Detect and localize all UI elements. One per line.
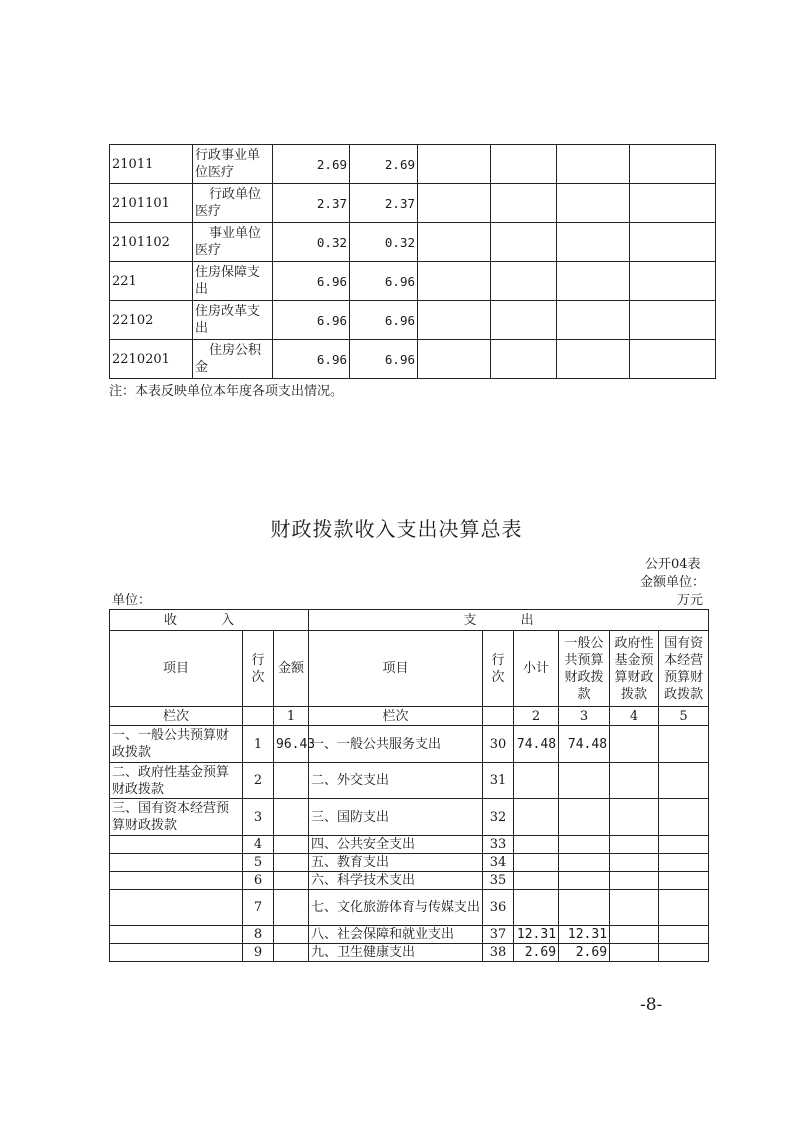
table-row bbox=[110, 872, 709, 890]
page-number: -8- bbox=[640, 995, 663, 1015]
expense-state-capital bbox=[659, 926, 709, 944]
table-row bbox=[110, 726, 709, 763]
page-title: 财政拨款收入支出决算总表 bbox=[270, 517, 523, 541]
row-value-total: 6.96 bbox=[273, 301, 350, 340]
expense-line: 36 bbox=[483, 890, 514, 926]
row-code: 221 bbox=[110, 262, 193, 301]
expense-subtotal bbox=[514, 872, 559, 890]
fiscal-summary-table bbox=[109, 609, 709, 962]
expense-gov-fund bbox=[610, 836, 659, 854]
row-value-total: 6.96 bbox=[273, 340, 350, 379]
row-code: 2101101 bbox=[110, 184, 193, 223]
income-line: 2 bbox=[243, 763, 274, 799]
expense-line: 37 bbox=[483, 926, 514, 944]
column-index-label: 栏次 bbox=[110, 707, 243, 726]
table-row bbox=[110, 836, 709, 854]
expense-item-header: 项目 bbox=[309, 631, 483, 707]
expense-item: 五、教育支出 bbox=[309, 854, 483, 872]
expense-general-budget: 12.31 bbox=[559, 926, 610, 944]
income-item bbox=[110, 854, 243, 872]
income-item: 一、一般公共预算财政拨款 bbox=[110, 726, 243, 763]
table-row bbox=[110, 854, 709, 872]
state-capital-header: 国有资本经营预算财政拨款 bbox=[659, 631, 709, 707]
row-value-basic: 6.96 bbox=[350, 262, 418, 301]
income-item-header: 项目 bbox=[110, 631, 243, 707]
expense-item: 八、社会保障和就业支出 bbox=[309, 926, 483, 944]
table-row bbox=[110, 262, 716, 301]
expense-item: 四、公共安全支出 bbox=[309, 836, 483, 854]
expense-state-capital bbox=[659, 799, 709, 836]
row-value-basic: 2.37 bbox=[350, 184, 418, 223]
income-line: 7 bbox=[243, 890, 274, 926]
expense-item: 二、外交支出 bbox=[309, 763, 483, 799]
row-value-total: 2.37 bbox=[273, 184, 350, 223]
table-row bbox=[110, 145, 716, 184]
expense-line: 35 bbox=[483, 872, 514, 890]
expense-gov-fund bbox=[610, 872, 659, 890]
row-code: 22102 bbox=[110, 301, 193, 340]
expense-state-capital bbox=[659, 763, 709, 799]
row-value-total: 2.69 bbox=[273, 145, 350, 184]
expense-subtotal bbox=[514, 890, 559, 926]
expense-state-capital bbox=[659, 944, 709, 962]
expense-subtotal bbox=[514, 836, 559, 854]
expense-subtotal bbox=[514, 799, 559, 836]
expense-line: 34 bbox=[483, 854, 514, 872]
income-item bbox=[110, 944, 243, 962]
expense-gov-fund bbox=[610, 726, 659, 763]
expense-subtotal bbox=[514, 763, 559, 799]
income-item bbox=[110, 926, 243, 944]
expense-general-budget: 2.69 bbox=[559, 944, 610, 962]
expense-item: 一、一般公共服务支出 bbox=[309, 726, 483, 763]
row-value-total: 0.32 bbox=[273, 223, 350, 262]
income-item bbox=[110, 890, 243, 926]
expense-state-capital bbox=[659, 890, 709, 926]
expense-gov-fund bbox=[610, 763, 659, 799]
table-row bbox=[110, 763, 709, 799]
expense-gov-fund bbox=[610, 854, 659, 872]
row-name: 行政单位医疗 bbox=[193, 184, 273, 223]
subtotal-header: 小计 bbox=[514, 631, 559, 707]
amount-unit-label: 金额单位： bbox=[640, 575, 706, 590]
income-line: 6 bbox=[243, 872, 274, 890]
expense-line: 32 bbox=[483, 799, 514, 836]
income-amount bbox=[274, 926, 309, 944]
income-item bbox=[110, 836, 243, 854]
column-index-1: 1 bbox=[274, 707, 309, 726]
income-amount-header: 金额 bbox=[274, 631, 309, 707]
income-line: 8 bbox=[243, 926, 274, 944]
income-item bbox=[110, 872, 243, 890]
row-code: 21011 bbox=[110, 145, 193, 184]
income-line: 4 bbox=[243, 836, 274, 854]
expense-line-header: 行次 bbox=[483, 631, 514, 707]
income-item: 二、政府性基金预算财政拨款 bbox=[110, 763, 243, 799]
income-line-header: 行次 bbox=[243, 631, 274, 707]
expense-header: 支 出 bbox=[309, 610, 709, 631]
expense-state-capital bbox=[659, 872, 709, 890]
table-note: 注：本表反映单位本年度各项支出情况。 bbox=[109, 384, 344, 399]
expense-state-capital bbox=[659, 854, 709, 872]
expense-detail-table bbox=[109, 144, 716, 379]
expense-line: 31 bbox=[483, 763, 514, 799]
expense-state-capital bbox=[659, 836, 709, 854]
expense-general-budget bbox=[559, 836, 610, 854]
expense-general-budget: 74.48 bbox=[559, 726, 610, 763]
table-row bbox=[110, 926, 709, 944]
row-value-total: 6.96 bbox=[273, 262, 350, 301]
expense-subtotal: 12.31 bbox=[514, 926, 559, 944]
expense-state-capital bbox=[659, 726, 709, 763]
income-amount bbox=[274, 854, 309, 872]
expense-item: 六、科学技术支出 bbox=[309, 872, 483, 890]
expense-line: 30 bbox=[483, 726, 514, 763]
expense-general-budget bbox=[559, 854, 610, 872]
expense-item: 九、卫生健康支出 bbox=[309, 944, 483, 962]
income-item: 三、国有资本经营预算财政拨款 bbox=[110, 799, 243, 836]
row-name: 住房保障支出 bbox=[193, 262, 273, 301]
table-row bbox=[110, 799, 709, 836]
expense-item: 七、文化旅游体育与传媒支出 bbox=[309, 890, 483, 926]
income-line: 3 bbox=[243, 799, 274, 836]
general-budget-header: 一般公共预算财政拨款 bbox=[559, 631, 610, 707]
expense-general-budget bbox=[559, 799, 610, 836]
income-amount: 96.43 bbox=[274, 726, 309, 763]
row-name: 事业单位医疗 bbox=[193, 223, 273, 262]
income-line: 9 bbox=[243, 944, 274, 962]
row-name: 行政事业单位医疗 bbox=[193, 145, 273, 184]
expense-gov-fund bbox=[610, 890, 659, 926]
row-value-basic: 2.69 bbox=[350, 145, 418, 184]
expense-subtotal: 2.69 bbox=[514, 944, 559, 962]
column-index-3: 3 bbox=[559, 707, 610, 726]
row-name: 住房改革支出 bbox=[193, 301, 273, 340]
column-index-2: 2 bbox=[514, 707, 559, 726]
column-index-label-expense: 栏次 bbox=[309, 707, 483, 726]
income-amount bbox=[274, 872, 309, 890]
unit-label: 单位： bbox=[112, 593, 152, 608]
income-line: 5 bbox=[243, 854, 274, 872]
expense-general-budget bbox=[559, 872, 610, 890]
income-amount bbox=[274, 799, 309, 836]
column-index-5: 5 bbox=[659, 707, 709, 726]
table-row bbox=[110, 301, 716, 340]
gov-fund-header: 政府性基金预算财政拨款 bbox=[610, 631, 659, 707]
expense-line: 33 bbox=[483, 836, 514, 854]
table-row bbox=[110, 944, 709, 962]
income-line: 1 bbox=[243, 726, 274, 763]
expense-gov-fund bbox=[610, 926, 659, 944]
expense-line: 38 bbox=[483, 944, 514, 962]
income-header: 收 入 bbox=[110, 610, 309, 631]
row-name: 住房公积金 bbox=[193, 340, 273, 379]
table-row bbox=[110, 890, 709, 926]
table-number: 公开04表 bbox=[645, 557, 701, 572]
income-amount bbox=[274, 890, 309, 926]
expense-gov-fund bbox=[610, 944, 659, 962]
column-index-4: 4 bbox=[610, 707, 659, 726]
expense-subtotal bbox=[514, 854, 559, 872]
income-amount bbox=[274, 944, 309, 962]
table-row bbox=[110, 223, 716, 262]
expense-general-budget bbox=[559, 763, 610, 799]
income-amount bbox=[274, 836, 309, 854]
income-amount bbox=[274, 763, 309, 799]
expense-item: 三、国防支出 bbox=[309, 799, 483, 836]
expense-subtotal: 74.48 bbox=[514, 726, 559, 763]
table-row bbox=[110, 184, 716, 223]
row-value-basic: 6.96 bbox=[350, 340, 418, 379]
row-value-basic: 6.96 bbox=[350, 301, 418, 340]
row-value-basic: 0.32 bbox=[350, 223, 418, 262]
expense-general-budget bbox=[559, 890, 610, 926]
amount-unit: 万元 bbox=[677, 593, 704, 608]
expense-gov-fund bbox=[610, 799, 659, 836]
table-row bbox=[110, 340, 716, 379]
row-code: 2101102 bbox=[110, 223, 193, 262]
row-code: 2210201 bbox=[110, 340, 193, 379]
